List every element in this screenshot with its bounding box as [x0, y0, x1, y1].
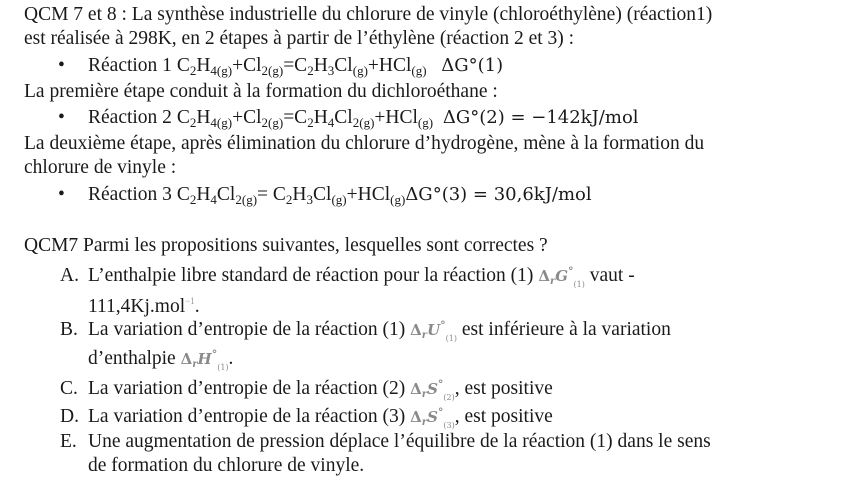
intro-line-2: est réalisée à 298K, en 2 étapes à partir de l’éthylène (réaction 2 et 3) : — [24, 28, 575, 49]
reaction-2-delta-g: ΔG°(2) = −142kJ/mol — [442, 107, 639, 128]
option-c[interactable]: C. La variation d’entropie de la réaction (2) $\Delta_rS^\circ_{(2)}$, est positive — [60, 378, 553, 402]
question-title: QCM7 Parmi les propositions suivantes, lesquelles sont correctes ? — [24, 235, 548, 256]
delta-r-s-symbol: $\Delta_rS^\circ_{(2)}$ — [410, 378, 455, 402]
reaction-1: • Réaction 1 $C_2H_{4(g)}+Cl_{2(g)}=C_2H_3Cl_{(g)}+HCl_{(g)}$ ΔG°(1) — [58, 55, 504, 78]
delta-r-g-symbol: $\Delta_rG^\circ_{(1)}$ — [538, 265, 585, 289]
reaction-3-equation: $C_2H_4Cl_{2(g)}= C_2H_3Cl_{(g)}+HCl_{(g)}$ — [176, 184, 406, 207]
delta-r-s-symbol: $\Delta_rS^\circ_{(3)}$ — [410, 406, 455, 430]
intro-line-1: QCM 7 et 8 : La synthèse industrielle du chlorure de vinyle (chloroéthylène) (réaction1) — [24, 4, 713, 25]
option-a-line-2: 111,4Kj.mol$^{-1}$. — [88, 296, 200, 317]
reaction-1-delta-g: ΔG°(1) — [441, 55, 504, 76]
bullet-icon: • — [58, 55, 65, 76]
option-b[interactable]: B. La variation d’entropie de la réaction (1) $\Delta_rU^\circ_{(1)}$ est inférieure à la variation — [60, 319, 671, 343]
bullet-icon: • — [58, 107, 65, 128]
option-d[interactable]: D. La variation d’entropie de la réaction (3) $\Delta_rS^\circ_{(3)}$, est positive — [60, 406, 553, 430]
delta-r-u-symbol: $\Delta_rU^\circ_{(1)}$ — [410, 319, 457, 343]
step-2-text-line-2: chlorure de vinyle : — [24, 157, 177, 178]
reaction-3: • Réaction 3 $C_2H_4Cl_{2(g)}= C_2H_3Cl_{(g)}+HCl_{(g)}\Delta G^\circ(3) = 30,6kJ/mol$ — [58, 184, 592, 207]
delta-r-h-symbol: $\Delta_rH^\circ_{(1)}$ — [180, 348, 229, 372]
option-a[interactable]: A. L’enthalpie libre standard de réaction pour la réaction (1) $\Delta_rG^\circ_{(1)}$ vaut - — [60, 265, 635, 289]
step-2-text-line-1: La deuxième étape, après élimination du chlorure d’hydrogène, mène à la formation du — [24, 133, 705, 154]
option-e[interactable]: E. Une augmentation de pression déplace l’équilibre de la réaction (1) dans le sens — [60, 431, 711, 452]
option-e-line-2: de formation du chlorure de vinyle. — [88, 455, 365, 476]
option-b-line-2: d’enthalpie $\Delta_rH^\circ_{(1)}$. — [88, 348, 234, 372]
reaction-3-delta-g: ΔG°(3) = 30,6kJ/mol — [405, 184, 592, 205]
step-1-text: La première étape conduit à la formation du dichloroéthane : — [24, 81, 498, 102]
bullet-icon: • — [58, 184, 65, 205]
reaction-1-equation: $C_2H_{4(g)}+Cl_{2(g)}=C_2H_3Cl_{(g)}+HCl_{(g)}$ — [176, 55, 427, 78]
reaction-2: • Réaction 2 $C_2H_{4(g)}+Cl_{2(g)}=C_2H_4Cl_{2(g)}+HCl_{(g)}$ ΔG°(2) = −142kJ/mol — [58, 107, 639, 130]
reaction-2-equation: $C_2H_{4(g)}+Cl_{2(g)}=C_2H_4Cl_{2(g)}+HCl_{(g)}$ — [176, 107, 434, 130]
